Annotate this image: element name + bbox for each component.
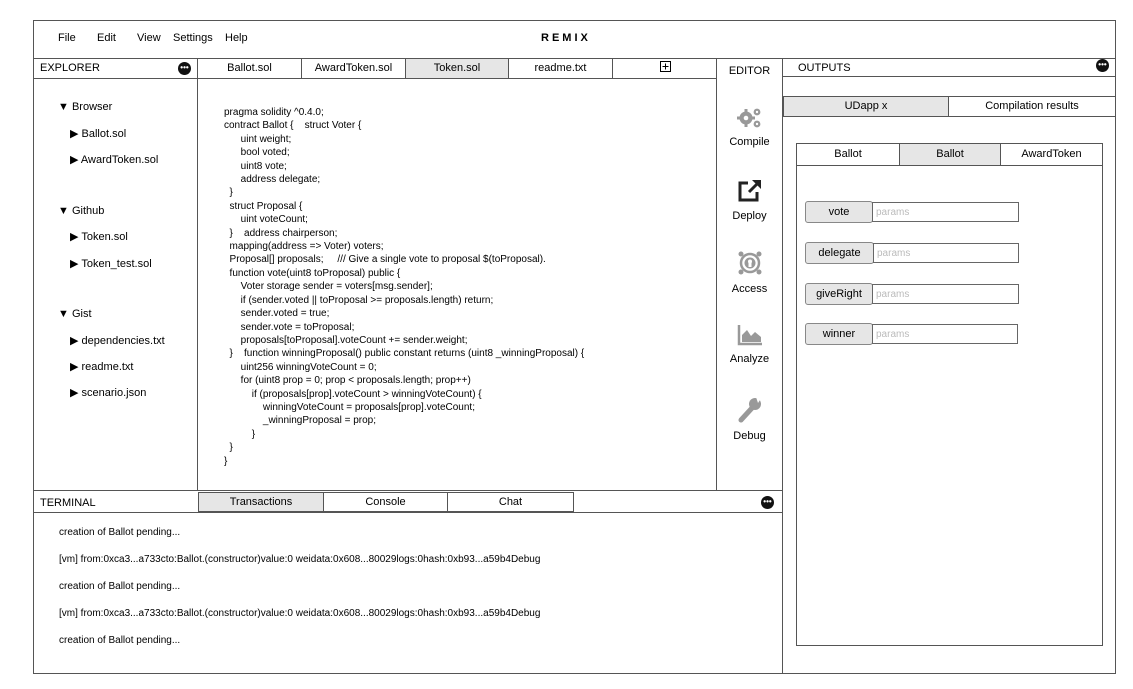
code-line: sender.voted = true; (224, 308, 330, 320)
code-editor[interactable] (224, 106, 584, 468)
app-brand: REMIX (541, 32, 591, 44)
external-link-icon (736, 178, 764, 204)
code-line: pragma solidity ^0.4.0; (224, 107, 324, 118)
sidebar-compile-label: Compile (729, 136, 770, 148)
outputs-header-divider (782, 76, 1116, 77)
tab-chat[interactable]: Chat (447, 492, 574, 512)
sidebar-deploy-label: Deploy (732, 210, 767, 222)
tree-file-awardtoken[interactable]: ▶ AwardToken.sol (70, 154, 159, 166)
menu-settings[interactable]: Settings (173, 32, 213, 44)
caret-right-icon: ▶ (70, 128, 82, 140)
code-line: } (224, 442, 233, 454)
code-line: if (sender.voted || toProposal >= proposals.length) return; (224, 294, 494, 306)
menu-file[interactable]: File (58, 32, 76, 44)
tab-transactions[interactable]: Transactions (198, 492, 324, 512)
tree-file-token[interactable]: ▶ Token.sol (70, 231, 128, 243)
caret-right-icon: ▶ (70, 361, 82, 373)
tab-compilation-results[interactable]: Compilation results (948, 96, 1116, 117)
tree-file-dependencies[interactable]: ▶ dependencies.txt (70, 335, 165, 347)
sidebar-access-button[interactable] (717, 249, 782, 295)
outputs-more-icon[interactable]: ••• (1096, 59, 1109, 72)
menu-edit[interactable]: Edit (97, 32, 116, 44)
vote-button[interactable]: vote (805, 201, 873, 223)
tab-awardtoken-sol[interactable]: AwardToken.sol (302, 59, 406, 78)
editor-tabs-divider (197, 78, 717, 79)
contract-tab-ballot-1[interactable]: Ballot (796, 143, 900, 166)
code-line: uint8 vote; (224, 160, 287, 172)
code-line: } function winningProposal() public constant returns (uint8 _winningProposal) { (224, 348, 585, 360)
caret-down-icon: ▼ (58, 205, 72, 217)
sidebar-deploy-button[interactable] (717, 178, 782, 222)
terminal-more-icon[interactable]: ••• (761, 496, 774, 509)
explorer-divider (197, 58, 198, 491)
explorer-title: EXPLORER (40, 62, 100, 74)
terminal-header-divider (33, 512, 783, 513)
tab-token-sol[interactable]: Token.sol (406, 59, 509, 78)
code-line: uint256 winningVoteCount = 0; (224, 361, 377, 373)
caret-down-icon: ▼ (58, 308, 72, 320)
terminal-line: creation of Ballot pending... (59, 527, 181, 538)
outputs-title: OUTPUTS (798, 62, 851, 74)
contract-tab-ballot-2[interactable]: Ballot (899, 143, 1001, 166)
tab-ballot-sol[interactable]: Ballot.sol (198, 59, 302, 78)
code-line: address delegate; (224, 174, 321, 186)
sidebar-compile-button[interactable] (717, 106, 782, 148)
new-tab-button[interactable] (613, 59, 717, 78)
tab-udapp[interactable]: UDapp x (783, 96, 949, 117)
code-line: mapping(address => Voter) voters; (224, 241, 384, 253)
code-line: bool voted; (224, 147, 290, 159)
caret-right-icon: ▶ (70, 335, 82, 347)
tree-file-readme[interactable]: ▶ readme.txt (70, 361, 134, 373)
code-line: Voter storage sender = voters[msg.sender]; (224, 281, 433, 293)
code-line: _winningProposal = prop; (224, 415, 377, 427)
code-line: contract Ballot { struct Voter { (224, 120, 362, 132)
terminal-line: [vm] from:0xca3...a733cto:Ballot.(constructor)value:0 weidata:0x608...80029logs:0hash:0xb93...a59b4Debug (59, 608, 541, 619)
sidebar-analyze-button[interactable] (717, 323, 782, 365)
code-line: uint weight; (224, 133, 292, 145)
outputs-divider (782, 58, 783, 674)
sidebar-debug-button[interactable] (717, 394, 782, 442)
code-line: winningVoteCount = proposals[prop].voteCount; (224, 401, 475, 413)
tree-file-token-test[interactable]: ▶ Token_test.sol (70, 258, 152, 270)
terminal-title: TERMINAL (40, 497, 96, 509)
sidebar-analyze-label: Analyze (729, 353, 770, 365)
tree-file-scenario[interactable]: ▶ scenario.json (70, 387, 147, 399)
sidebar-access-label: Access (731, 283, 768, 295)
tree-folder-github[interactable]: ▼ Github (58, 205, 105, 217)
code-line: proposals[toProposal].voteCount += sender.weight; (224, 334, 468, 346)
tree-folder-browser[interactable]: ▼ Browser (58, 101, 113, 113)
delegate-params-input[interactable] (873, 243, 1019, 263)
vote-params-input[interactable] (872, 202, 1019, 222)
code-line: function vote(uint8 toProposal) public { (224, 267, 401, 279)
tab-readme-txt[interactable]: readme.txt (509, 59, 613, 78)
code-line: } (224, 455, 228, 467)
terminal-line: creation of Ballot pending... (59, 635, 181, 646)
giveright-button[interactable]: giveRight (805, 283, 873, 305)
delegate-button[interactable]: delegate (805, 242, 874, 264)
giveright-params-input[interactable] (872, 284, 1019, 304)
wrench-icon (736, 394, 764, 424)
explorer-header-divider (33, 78, 197, 79)
sidebar-title: EDITOR (728, 65, 771, 77)
winner-params-input[interactable] (872, 324, 1018, 344)
code-line: } address chairperson; (224, 227, 338, 239)
code-line: struct Proposal { (224, 200, 303, 212)
explorer-more-icon[interactable]: ••• (178, 62, 191, 75)
plus-box-icon (660, 61, 671, 72)
code-line: if (proposals[prop].voteCount > winningVoteCount) { (224, 388, 482, 400)
code-line: sender.vote = toProposal; (224, 321, 355, 333)
caret-right-icon: ▶ (70, 387, 82, 399)
sidebar-debug-label: Debug (733, 430, 766, 442)
terminal-line: [vm] from:0xca3...a733cto:Ballot.(constructor)value:0 weidata:0x608...80029logs:0hash:0xb93...a59b4Debug (59, 554, 541, 565)
code-line: } (224, 187, 233, 199)
caret-right-icon: ▶ (70, 258, 82, 270)
contract-tab-awardtoken[interactable]: AwardToken (1000, 143, 1103, 166)
caret-right-icon: ▶ (70, 154, 81, 166)
code-line: Proposal[] proposals; /// Give a single vote to proposal $(toProposal). (224, 254, 546, 266)
tab-console[interactable]: Console (323, 492, 448, 512)
gears-icon (736, 106, 764, 130)
code-line: for (uint8 prop = 0; prop < proposals.length; prop++) (224, 375, 471, 387)
code-line: uint voteCount; (224, 214, 308, 226)
access-badge-icon (736, 249, 764, 277)
code-line: } (224, 428, 256, 440)
menu-help[interactable]: Help (225, 32, 248, 44)
tree-folder-gist[interactable]: ▼ Gist (58, 308, 92, 320)
caret-down-icon: ▼ (58, 101, 72, 113)
tree-file-ballot[interactable]: ▶ Ballot.sol (70, 128, 127, 140)
area-chart-icon (736, 323, 764, 347)
menu-view[interactable]: View (137, 32, 161, 44)
terminal-line: creation of Ballot pending... (59, 581, 181, 592)
terminal-top-divider (33, 490, 783, 491)
caret-right-icon: ▶ (70, 231, 82, 243)
winner-button[interactable]: winner (805, 323, 873, 345)
